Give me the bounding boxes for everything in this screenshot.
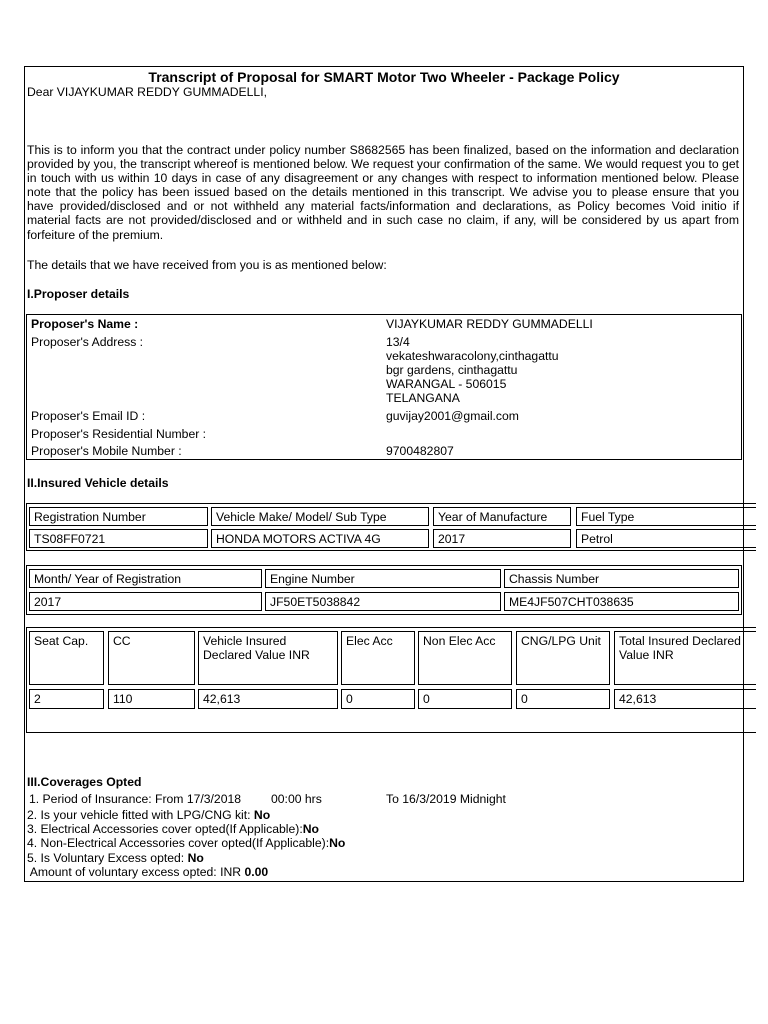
cc-header: CC (108, 631, 195, 685)
elec-acc-cover-value: No (302, 822, 319, 836)
cng-lpg-unit-header: CNG/LPG Unit (516, 631, 610, 685)
cc-value: 110 (108, 689, 195, 709)
address-line: TELANGANA (386, 391, 460, 405)
elec-acc-cover-line (27, 822, 319, 836)
year-of-manufacture-header: Year of Manufacture (433, 507, 571, 526)
lpg-kit-value: No (253, 808, 271, 822)
address-line: 13/4 (386, 335, 410, 349)
address-line: WARANGAL - 506015 (386, 377, 507, 391)
year-of-manufacture-value: 2017 (433, 529, 571, 548)
fuel-type-value: Petrol (576, 529, 756, 548)
total-idv-value: 42,613 (614, 689, 756, 709)
voluntary-excess-line (27, 851, 204, 865)
elec-acc-value: 0 (341, 689, 415, 709)
voluntary-amount-line (27, 865, 268, 879)
intro-paragraph: This is to inform you that the contract under policy number S8682565 has been finalized, based on the information and declaration provided by you, the transcript whereof is mentioned below. We request your confirmation of the same. We would request you to get in touch with us within 10 days in case of any disagreement or any changes with respect to information mentioned below. Please note that the policy has been issued based on the details mentioned in this transcript. We advise you to please ensure that you have provided/disclosed and or not withheld any material facts/information and declarations, as Policy becomes Void initio if material facts are not provided/disclosed and or withheld and in such case no claim, if any, will be considered by us apart from forfeiture of the premium. (27, 143, 739, 242)
seat-capacity-header: Seat Cap. (29, 631, 104, 685)
address-line: bgr gardens, cinthagattu (386, 363, 518, 377)
proposer-residential-label: Proposer's Residential Number : (31, 427, 207, 441)
vehicle-idv-value: 42,613 (198, 689, 338, 709)
voluntary-excess-label: 5. Is Voluntary Excess opted: (27, 851, 188, 865)
proposer-name-label: Proposer's Name : (31, 317, 139, 331)
nonelec-acc-cover-value: No (329, 836, 346, 850)
month-year-registration-value: 2017 (29, 592, 262, 611)
vehicle-make-value: HONDA MOTORS ACTIVA 4G (211, 529, 429, 548)
cng-lpg-unit-value: 0 (516, 689, 610, 709)
lpg-kit-line (27, 808, 270, 822)
non-elec-acc-header: Non Elec Acc (418, 631, 512, 685)
engine-number-header: Engine Number (265, 569, 501, 588)
period-time: 00:00 hrs (271, 792, 322, 806)
period-to: To 16/3/2019 Midnight (386, 792, 506, 806)
month-year-registration-header: Month/ Year of Registration (29, 569, 262, 588)
nonelec-acc-cover-label: 4. Non-Electrical Accessories cover opted(If Applicable): (27, 836, 330, 850)
proposer-email-label: Proposer's Email ID : (31, 409, 146, 423)
proposer-name-value: VIJAYKUMAR REDDY GUMMADELLI (386, 317, 593, 331)
vehicle-make-header: Vehicle Make/ Model/ Sub Type (211, 507, 429, 526)
proposer-email-value: guvijay2001@gmail.com (386, 409, 519, 423)
total-idv-header: Total Insured Declared Value INR (614, 631, 756, 685)
voluntary-excess-value: No (187, 851, 204, 865)
engine-number-value: JF50ET5038842 (265, 592, 501, 611)
voluntary-amount-value: 0.00 (244, 865, 269, 879)
chassis-number-header: Chassis Number (504, 569, 739, 588)
nonelec-acc-cover-line (27, 836, 345, 850)
proposer-address-label: Proposer's Address : (31, 335, 144, 349)
non-elec-acc-value: 0 (418, 689, 512, 709)
seat-capacity-value: 2 (29, 689, 104, 709)
vehicle-heading: II.Insured Vehicle details (27, 476, 169, 490)
proposer-heading: I.Proposer details (27, 287, 130, 301)
chassis-number-value: ME4JF507CHT038635 (504, 592, 739, 611)
proposer-address-value (386, 335, 559, 405)
coverages-heading: III.Coverages Opted (27, 775, 142, 789)
proposer-mobile-label: Proposer's Mobile Number : (31, 444, 182, 458)
vehicle-idv-header: Vehicle Insured Declared Value INR (198, 631, 338, 685)
period-of-insurance: 1. Period of Insurance: From 17/3/2018 (29, 792, 242, 806)
proposer-mobile-value: 9700482807 (386, 444, 454, 458)
details-intro: The details that we have received from you is as mentioned below: (27, 258, 387, 272)
elec-acc-header: Elec Acc (341, 631, 415, 685)
registration-number-value: TS08FF0721 (29, 529, 208, 548)
elec-acc-cover-label: 3. Electrical Accessories cover opted(If Applicable): (27, 822, 303, 836)
lpg-kit-label: 2. Is your vehicle fitted with LPG/CNG kit: (27, 808, 254, 822)
address-line: vekateshwaracolony,cinthagattu (386, 349, 559, 363)
registration-number-header: Registration Number (29, 507, 208, 526)
document-title: Transcript of Proposal for SMART Motor Two Wheeler - Package Policy (148, 69, 620, 85)
voluntary-amount-label: Amount of voluntary excess opted: INR (27, 865, 245, 879)
fuel-type-header: Fuel Type (576, 507, 756, 526)
greeting: Dear VIJAYKUMAR REDDY GUMMADELLI, (27, 85, 267, 99)
